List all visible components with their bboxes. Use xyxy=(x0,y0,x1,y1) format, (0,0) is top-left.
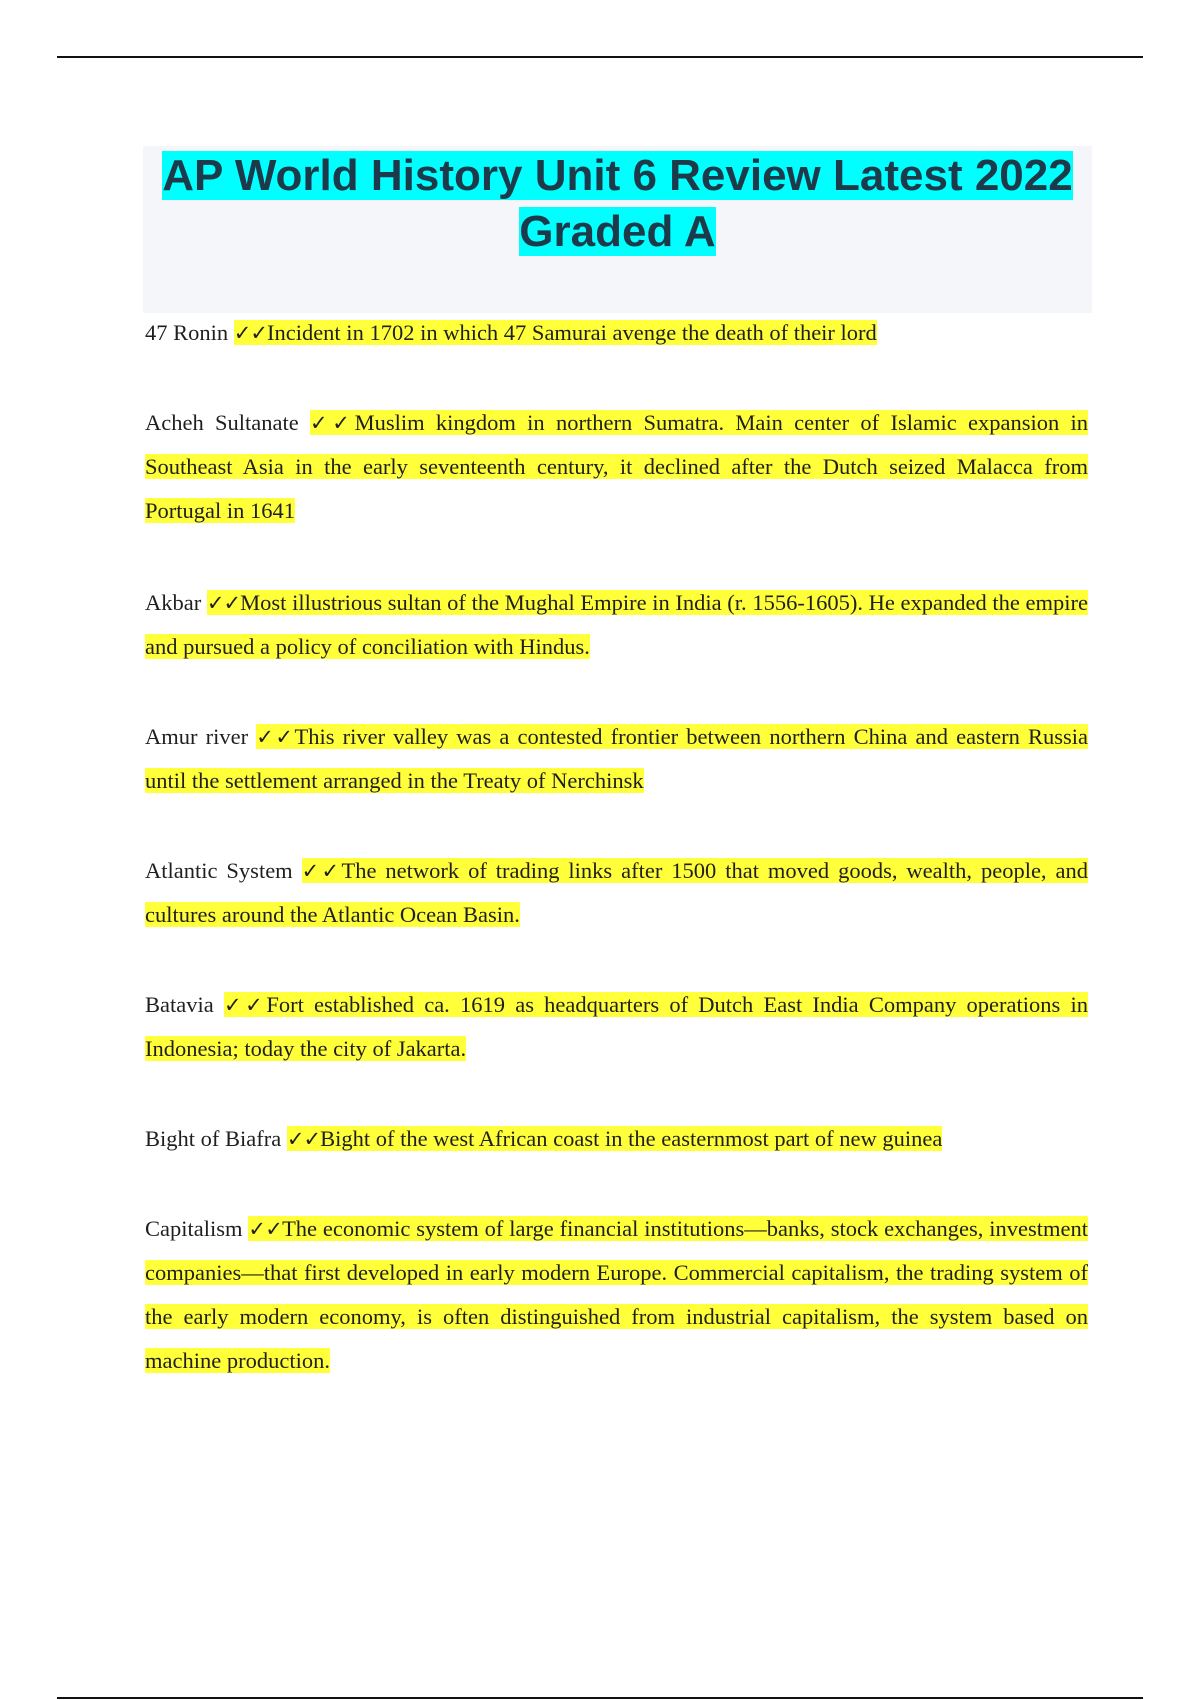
entry-term: Atlantic System xyxy=(145,858,293,883)
double-check-icon: ✓✓ xyxy=(233,321,267,345)
flashcard-list xyxy=(145,311,1088,1383)
flashcard-entry xyxy=(145,311,1088,355)
document-title-text: AP World History Unit 6 Review Latest 2022 Graded A xyxy=(162,151,1073,256)
entry-definition-highlight xyxy=(234,320,877,345)
entry-term: Bight of Biafra xyxy=(145,1126,282,1151)
double-check-icon: ✓✓ xyxy=(206,591,241,615)
flashcard-entry xyxy=(145,1117,1088,1161)
bottom-rule xyxy=(57,1697,1143,1699)
entry-term: Akbar xyxy=(145,590,202,615)
entry-definition: Fort established ca. 1619 as headquarters of Dutch East India Company operations in Indonesia; today the city of Jakarta. xyxy=(145,992,1088,1061)
top-rule xyxy=(57,56,1143,58)
flashcard-entry xyxy=(145,983,1088,1071)
entry-definition: Most illustrious sultan of the Mughal Empire in India (r. 1556-1605). He expanded the empire and pursued a policy of conciliation with Hindus. xyxy=(145,590,1088,659)
entry-definition-highlight xyxy=(145,1216,1088,1373)
flashcard-entry xyxy=(145,849,1088,937)
entry-definition: The network of trading links after 1500 that moved goods, wealth, people, and cultures around the Atlantic Ocean Basin. xyxy=(145,858,1088,927)
double-check-icon: ✓✓ xyxy=(248,1217,283,1241)
entry-definition-highlight xyxy=(145,724,1088,793)
entry-definition: The economic system of large financial institutions—banks, stock exchanges, investment companies—that first developed in early modern Europe. Commercial capitalism, the trading system of the early modern economy, is often distinguished from industrial capitalism, the system based on machine production. xyxy=(145,1216,1089,1373)
entry-term: Acheh Sultanate xyxy=(145,410,299,435)
entry-term: 47 Ronin xyxy=(145,320,229,345)
double-check-icon: ✓✓ xyxy=(256,725,295,749)
entry-definition: Muslim kingdom in northern Sumatra. Main center of Islamic expansion in Southeast Asia in the early seventeenth century, it declined after the Dutch seized Malacca from Portugal in 1641 xyxy=(145,410,1088,523)
entry-term: Capitalism xyxy=(145,1216,243,1241)
flashcard-entry xyxy=(145,1207,1088,1383)
entry-definition-highlight xyxy=(287,1126,943,1151)
title-banner xyxy=(143,146,1092,313)
entry-definition-highlight xyxy=(145,992,1088,1061)
entry-definition: Bight of the west African coast in the easternmost part of new guinea xyxy=(320,1126,943,1151)
double-check-icon: ✓✓ xyxy=(310,411,355,435)
entry-definition-highlight xyxy=(145,590,1088,659)
double-check-icon: ✓✓ xyxy=(301,859,342,883)
flashcard-entry xyxy=(145,401,1088,533)
entry-term: Batavia xyxy=(145,992,214,1017)
double-check-icon: ✓✓ xyxy=(223,993,267,1017)
flashcard-entry xyxy=(145,715,1088,803)
double-check-icon: ✓✓ xyxy=(286,1127,321,1151)
document-title xyxy=(143,146,1092,260)
flashcard-entry xyxy=(145,581,1088,669)
entry-term: Amur river xyxy=(145,724,249,749)
entry-definition: Incident in 1702 in which 47 Samurai avenge the death of their lord xyxy=(266,320,877,345)
entry-definition: This river valley was a contested frontier between northern China and eastern Russia until the settlement arranged in the Treaty of Nerchinsk xyxy=(145,724,1089,793)
